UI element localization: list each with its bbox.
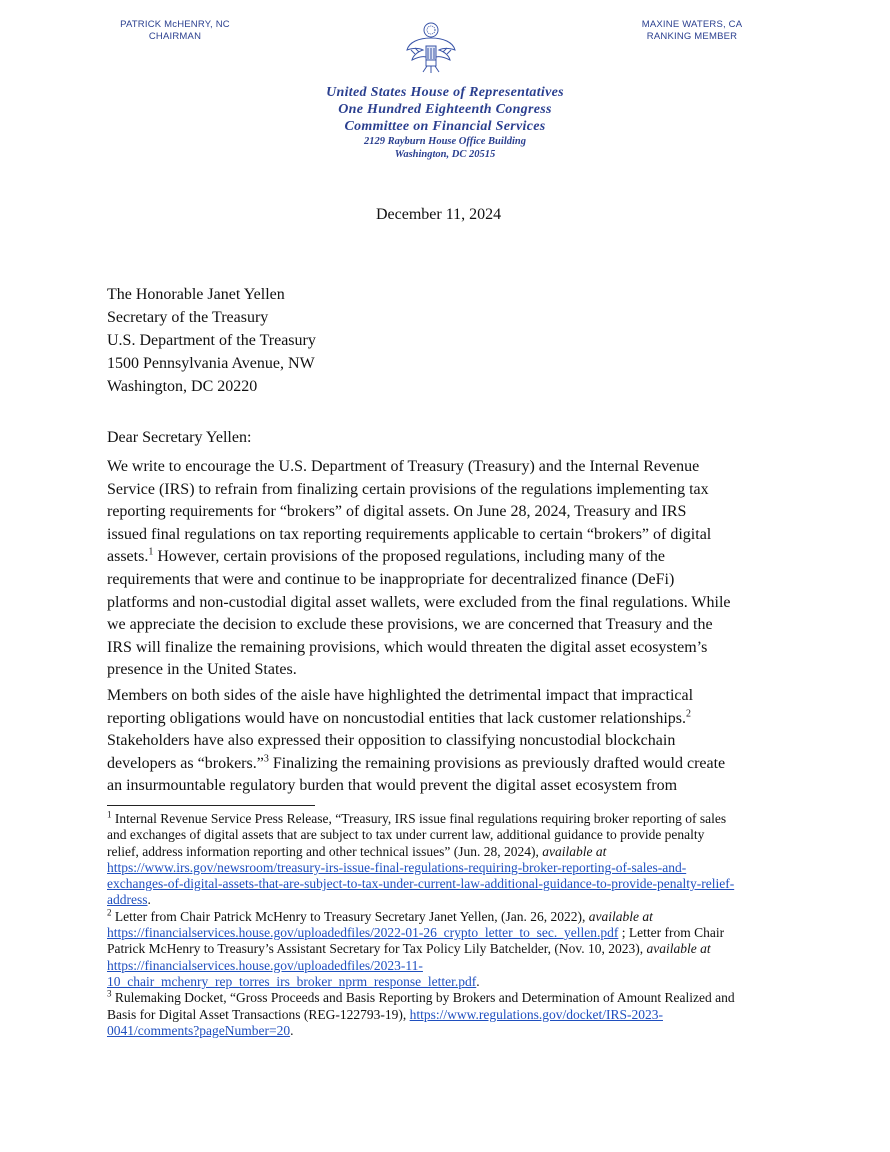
footnote-text: Letter from Chair Patrick McHenry to Treasury Secretary Janet Yellen, (Jan. 26, 2022), <box>111 908 589 924</box>
paragraph-line: reporting requirements for “brokers” of digital assets. On June 28, 2024, Treasury and IRS <box>107 503 687 521</box>
paragraph-line <box>107 546 797 569</box>
footnote-text: relief, address information reporting and other technical issues” (Jun. 28, 2024), <box>107 843 543 859</box>
line-text: developers as “brokers.” <box>107 754 264 772</box>
footnote-available-at: available at <box>542 843 607 859</box>
footnote-link[interactable]: address <box>107 892 148 908</box>
footnote-1-link[interactable] <box>107 876 797 892</box>
paragraph-line: an insurmountable regulatory burden that would prevent the digital asset ecosystem from <box>107 777 678 795</box>
paragraph-line: we appreciate the decision to exclude these provisions, we are concerned that Treasury and the <box>107 616 713 634</box>
letter-date: December 11, 2024 <box>376 206 502 223</box>
footnote-1-link[interactable] <box>107 892 797 908</box>
footnotes <box>107 811 797 1039</box>
body-paragraph-1 <box>107 456 797 682</box>
paragraph-line: Members on both sides of the aisle have highlighted the detrimental impact that impractical <box>107 687 694 704</box>
paragraph-line: platforms and non-custodial digital asset wallets, were excluded from the final regulations. While <box>107 593 731 611</box>
footnote-available-at: available at <box>588 908 653 924</box>
footnote-2-line <box>107 925 797 941</box>
footnote-1-line <box>107 811 797 827</box>
chairman-title: CHAIRMAN <box>148 31 202 42</box>
footnote-text: Patrick McHenry to Treasury’s Assistant Secretary for Tax Policy Lily Batchelder, (Nov. 10, 2023), <box>107 941 647 957</box>
footnote-ref-2[interactable]: 2 <box>686 708 691 720</box>
footnote-text: ; Letter from Chair <box>618 925 725 941</box>
footnote-2-link[interactable] <box>107 958 797 974</box>
footnote-end: . <box>290 1022 294 1038</box>
footnote-link[interactable]: 10_chair_mchenry_rep_torres_irs_broker_nprm_response_letter.pdf <box>107 973 477 989</box>
footnote-available-at: available at <box>646 941 711 957</box>
address-line: Washington, DC 20220 <box>107 378 258 395</box>
body-paragraph-2 <box>107 685 797 798</box>
footnote-end: . <box>476 973 480 989</box>
address-line: Secretary of the Treasury <box>107 309 269 326</box>
salutation: Dear Secretary Yellen: <box>107 429 252 446</box>
footnote-3-line <box>107 990 797 1006</box>
paragraph-line: issued final regulations on tax reporting requirements applicable to certain “brokers” of digital <box>107 525 712 543</box>
paragraph-line <box>107 753 797 776</box>
footnote-link[interactable]: 0041/comments?pageNumber=20 <box>107 1022 291 1038</box>
ranking-member-block <box>617 19 767 43</box>
footnote-link[interactable]: https://financialservices.house.gov/uploadedfiles/2023-11- <box>107 957 423 973</box>
footnote-3-line <box>107 1007 797 1023</box>
footnote-ref-1[interactable]: 1 <box>148 547 154 559</box>
footnote-3-link[interactable] <box>107 1023 797 1039</box>
eagle-seal-icon <box>405 20 457 76</box>
footnote-text: Internal Revenue Service Press Release, “Treasury, IRS issue final regulations requiring broker reporting of sales <box>111 811 727 826</box>
paragraph-line: IRS will finalize the remaining provisions, which would threaten the digital asset ecosystem’s <box>107 638 708 656</box>
footnote-number: 3 <box>107 988 112 999</box>
paragraph-line <box>107 708 797 731</box>
masthead-city: Washington, DC 20515 <box>394 149 496 160</box>
recipient-address <box>107 283 316 398</box>
committee-masthead <box>230 84 660 161</box>
footnote-2-link[interactable] <box>107 974 797 990</box>
footnote-link[interactable]: exchanges-of-digital-assets-that-are-subject-to-tax-under-current-law-additional-guidance-to-provide-penalty-relief- <box>107 876 735 892</box>
footnote-text: Rulemaking Docket, “Gross Proceeds and Basis Reporting by Brokers and Determination of Amount Realized and <box>111 990 735 1006</box>
paragraph-line: presence in the United States. <box>107 661 297 679</box>
address-line: The Honorable Janet Yellen <box>107 286 285 303</box>
masthead-house: United States House of Representatives <box>326 85 564 100</box>
address-line: U.S. Department of the Treasury <box>107 332 316 349</box>
footnote-divider <box>107 805 315 806</box>
ranking-member-title: RANKING MEMBER <box>646 31 738 42</box>
footnote-2-line <box>107 909 797 925</box>
line-text: Finalizing the remaining provisions as previously drafted would create <box>268 754 726 772</box>
masthead-committee: Committee on Financial Services <box>344 119 546 134</box>
address-line: 1500 Pennsylvania Avenue, NW <box>107 355 315 372</box>
footnote-1-line <box>107 844 797 860</box>
footnote-link[interactable]: https://financialservices.house.gov/uploadedfiles/2022-01-26_crypto_letter_to_sec._yellen.pdf <box>107 925 619 941</box>
footnote-text: Basis for Digital Asset Transactions (REG-122793-19), <box>107 1006 410 1022</box>
paragraph-line: requirements that were and continue to be inappropriate for decentralized finance (DeFi) <box>107 570 675 588</box>
footnote-1-line: and exchanges of digital assets that are subject to tax under current law, additional guidance to provide penalty <box>107 827 705 843</box>
paragraph-line: Service (IRS) to refrain from finalizing certain provisions of the regulations implementing tax <box>107 480 709 498</box>
footnote-number: 1 <box>107 809 112 820</box>
chairman-name: PATRICK McHENRY, NC <box>120 19 230 30</box>
chairman-block <box>100 19 250 43</box>
footnote-link[interactable]: https://www.regulations.gov/docket/IRS-2023- <box>409 1006 663 1022</box>
ranking-member-name: MAXINE WATERS, CA <box>641 19 743 30</box>
line-text: However, certain provisions of the proposed regulations, including many of the <box>153 548 666 566</box>
footnote-1-link[interactable] <box>107 860 797 876</box>
paragraph-line: We write to encourage the U.S. Department of Treasury (Treasury) and the Internal Revenue <box>107 458 700 475</box>
paragraph-line: Stakeholders have also expressed their opposition to classifying noncustodial blockchain <box>107 732 676 750</box>
masthead-congress: One Hundred Eighteenth Congress <box>338 102 552 117</box>
masthead-building: 2129 Rayburn House Office Building <box>364 136 526 147</box>
footnote-ref-3[interactable]: 3 <box>263 753 269 765</box>
footnote-end: . <box>147 892 151 908</box>
line-text: assets. <box>107 548 149 566</box>
line-text: reporting obligations would have on noncustodial entities that lack customer relationships. <box>107 709 686 727</box>
footnote-link[interactable]: https://www.irs.gov/newsroom/treasury-irs-issue-final-regulations-requiring-broker-reporting-of-sales-and- <box>107 859 687 875</box>
footnote-number: 2 <box>107 907 112 918</box>
footnote-2-line <box>107 941 797 957</box>
